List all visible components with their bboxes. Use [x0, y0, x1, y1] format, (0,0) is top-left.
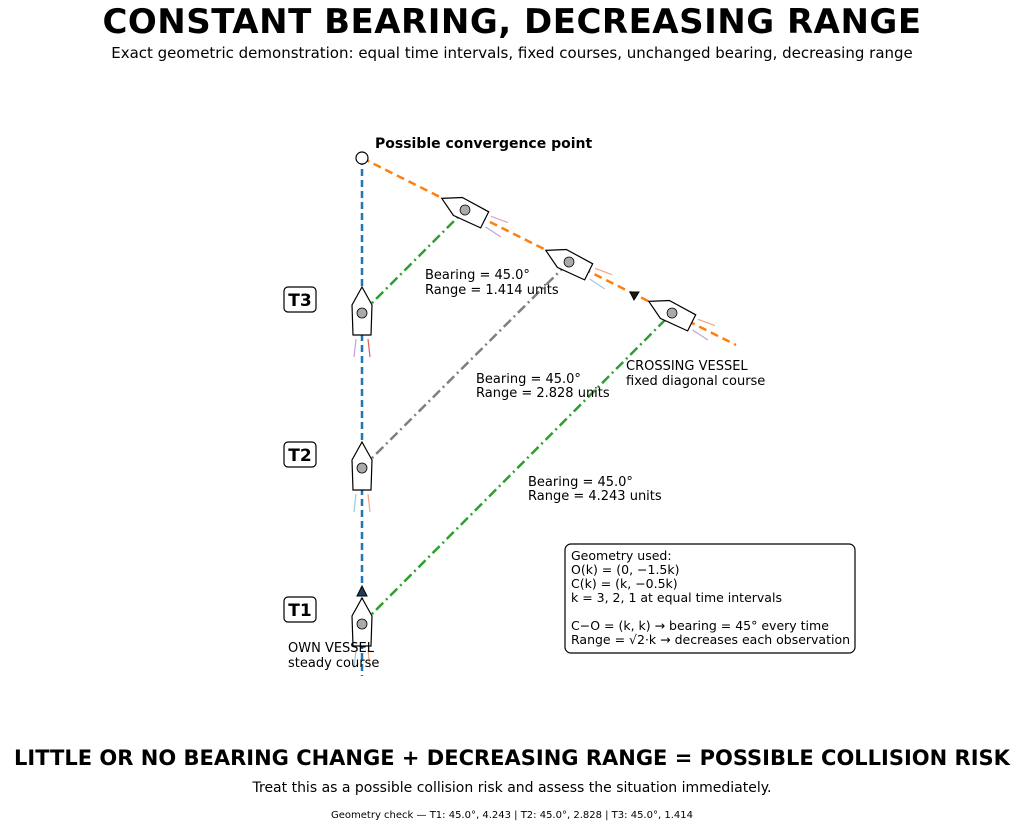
crossing-vessel-t1-icon: [644, 292, 716, 341]
geometry-line: Range = √2·k → decreases each observation: [571, 632, 851, 647]
time-badge-t2: [284, 442, 316, 467]
geometry-line: C(k) = (k, −0.5k): [571, 576, 678, 591]
bearing-label-t3: Bearing = 45.0°: [425, 268, 530, 283]
bearing-label-t1: Bearing = 45.0°: [528, 475, 633, 490]
convergence-point-marker: [356, 152, 368, 164]
advice-text: Treat this as a possible collision risk and assess the situation immediately.: [252, 780, 772, 796]
time-label-t3: T3: [288, 291, 312, 311]
range-label-t3: Range = 1.414 units: [425, 283, 559, 298]
page-subtitle: Exact geometric demonstration: equal time intervals, fixed courses, unchanged bearing, decreasing range: [111, 44, 913, 62]
convergence-label: Possible convergence point: [375, 136, 593, 152]
range-label-t1: Range = 4.243 units: [528, 489, 662, 504]
crossing-vessel-label: CROSSING VESSEL: [626, 359, 748, 374]
bearing-label-t2: Bearing = 45.0°: [476, 372, 581, 387]
time-badge-t3: [284, 287, 316, 312]
own-course-arrow-icon: [357, 586, 367, 596]
page-title: CONSTANT BEARING, DECREASING RANGE: [102, 2, 922, 42]
crossing-vessel-sublabel: fixed diagonal course: [626, 374, 766, 389]
own-vessel-sublabel: steady course: [288, 656, 380, 671]
geometry-line: Geometry used:: [571, 548, 672, 563]
crossing-course-arrow-icon: [630, 292, 639, 300]
collision-warning: LITTLE OR NO BEARING CHANGE + DECREASING RANGE = POSSIBLE COLLISION RISK: [14, 746, 1010, 770]
geometry-line: k = 3, 2, 1 at equal time intervals: [571, 590, 782, 605]
geometry-check: Geometry check — T1: 45.0°, 4.243 | T2: 45.0°, 2.828 | T3: 45.0°, 1.414: [331, 810, 693, 821]
geometry-line: C−O = (k, k) → bearing = 45° every time: [571, 618, 829, 633]
time-badge-t1: [284, 597, 316, 622]
own-vessel-label: OWN VESSEL: [288, 641, 375, 656]
geometry-box: [565, 544, 855, 653]
time-label-t1: T1: [288, 601, 312, 621]
time-label-t2: T2: [288, 446, 312, 466]
range-label-t2: Range = 2.828 units: [476, 386, 610, 401]
crossing-vessel-t3-icon: [437, 189, 509, 238]
geometry-line: O(k) = (0, −1.5k): [571, 562, 680, 577]
